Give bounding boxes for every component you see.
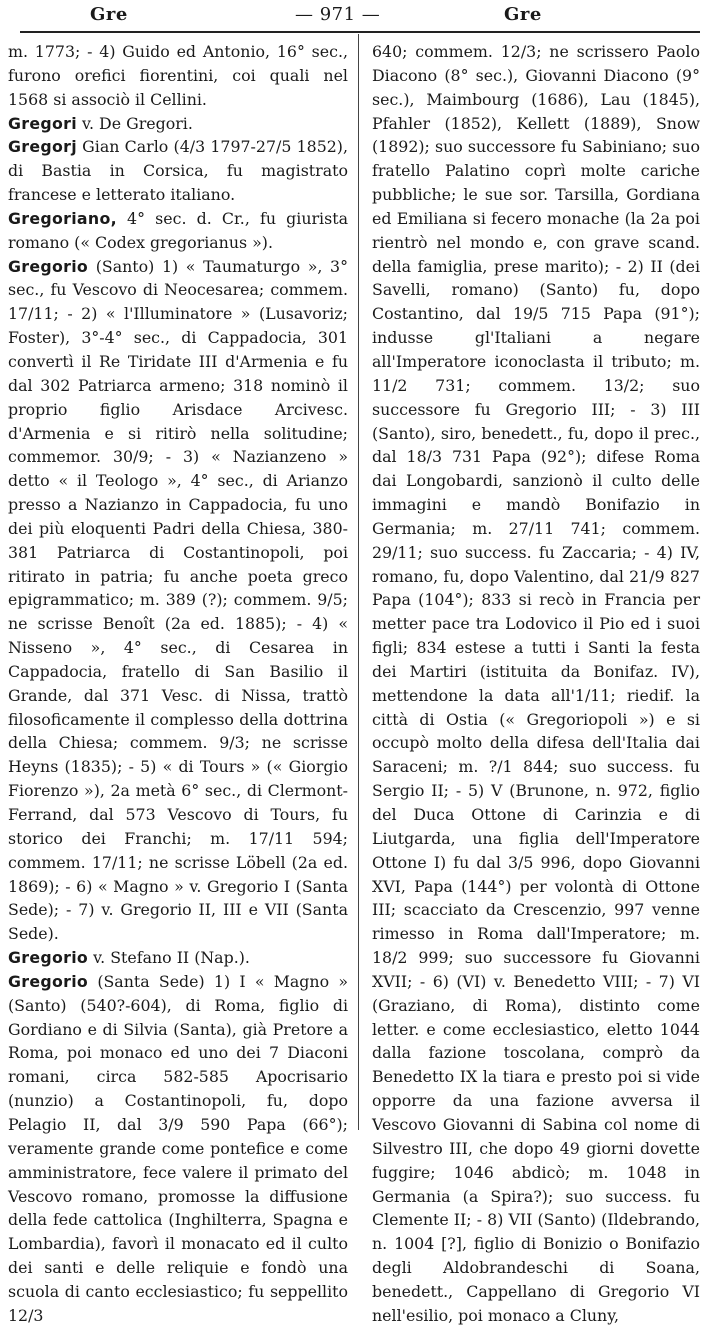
header-rule	[20, 31, 700, 33]
entry-text: 4° sec. d. Cr., fu giurista romano (« Codex gregorianus »).	[8, 208, 348, 252]
left-column	[8, 40, 348, 1325]
headword: Gregoriano,	[8, 208, 117, 228]
entry-gregorj	[8, 135, 348, 207]
entry-gregorio-nap	[8, 946, 348, 970]
entry-gregoriano	[8, 207, 348, 255]
entry-text: v. De Gregori.	[76, 113, 193, 133]
entry-text: (Santa Sede) 1) I « Magno » (Santo) (540?-604), di Roma, figlio di Gordiano e di Silvia (Santa), già Pretore a Roma, poi monaco ed uno dei 7 Diaconi romani, circa 582-585 Apocrisario (nunzio) a Costantinopoli, fu, dopo Pelagio II, dal 3/9 590 Papa (66°); veramente grande come pontefice e come amministratore, fece valere il primato del Vescovo romano, promosse la diffusione della fede cattolica (Inghilterra, Spagna e Lombardia), favorì il monacato ed il culto dei santi e delle reliquie e fondò una scuola di canto ecclesiastico; fu seppellito 12/3	[8, 971, 348, 1325]
entry-continuation: m. 1773; - 4) Guido ed Antonio, 16° sec., furono orefici fiorentini, coi quali nel 1568 si associò il Cellini.	[8, 42, 348, 109]
headword: Gregorio	[8, 971, 89, 991]
headword: Gregorio	[8, 256, 89, 276]
entry-continuation: 640; commem. 12/3; ne scrissero Paolo Diacono (8° sec.), Giovanni Diacono (9° sec.), Maimbourg (1686), Lau (1845), Pfahler (1852), Kellett (1889), Snow (1892); suo successore fu Sabiniano; suo fratello Palatino coprì molte cariche pubbliche; le sue sor. Tarsilla, Gordiana ed Emiliana si fecero monache (la 2a poi rientrò nel mondo e, con grave scand. della famiglia, prese marito); - 2) II (dei Savelli, romano) (Santo) fu, dopo Costantino, dal 19/5 715 Papa (91°); indusse gl'Italiani a negare all'Imperatore iconoclasta il tributo; m. 11/2 731; commem. 13/2; suo successore fu Gregorio III; - 3) III (Santo), siro, benedett., fu, dopo il prec., dal 18/3 731 Papa (92°); difese Roma dai Longobardi, sanzionò il culto delle immagini e mandò Bonifazio in Germania; m. 27/11 741; commem. 29/11; suo success. fu Zaccaria; - 4) IV, romano, fu, dopo Valentino, dal 21/9 827 Papa (104°); 833 si recò in Francia per metter pace tra Lodovico il Pio ed i suoi figli; 834 estese a tutti i Santi la festa dei Martiri (istituita da Bonifaz. IV), mettendone la data all'1/11; riedif. la città di Ostia (« Gregoriopoli ») e si occupò molto della difesa dell'Italia dai Saraceni; m. ?/1 844; suo success. fu Sergio II; - 5) V (Brunone, n. 972, figlio del Duca Ottone di Carinzia e di Liutgarda, una figlia dell'Imperatore Ottone I) fu dal 3/5 996, dopo Giovanni XVI, Papa (144°) per volontà di Ottone III; scacciato da Crescenzio, 997 venne rimesso in Roma dall'Imperatore; m. 18/2 999; suo successore fu Giovanni XVII; - 6) (VI) v. Benedetto VIII; - 7) VI (Graziano, di Roma), distinto come letter. e come ecclesiastico, eletto 1044 dalla fazione toscolana, comprò da Benedetto IX la tiara e presto poi si vide opporre da una fazione avversa il Vescovo Giovanni di Sabina col nome di Silvestro III, che dopo 49 giorni dovette fuggire; 1046 abdicò; m. 1048 in Germania (a Spira?); suo success. fu Clemente II; - 8) VII (Santo) (Ildebrando, n. 1004 [?], figlio di Bonizio o Bonifazio degli Aldobrandeschi di Soana, benedett., Cappellano di Gregorio VI nell'esilio, poi monaco a Cluny,	[372, 42, 700, 1325]
header-left-guide-word: Gre	[90, 4, 128, 25]
entry-text: (Santo) 1) « Taumaturgo », 3° sec., fu Vescovo di Neocesarea; commem. 17/11; - 2) « l'Illuminatore » (Lusavoriz; Foster), 3°-4° sec., di Cappadocia, 301 convertì il Re Tiridate III d'Armenia e fu dal 302 Patriarca armeno; 318 nominò il proprio figlio Arisdace Arcivesc. d'Armenia e si ritirò nella solitudine; commemor. 30/9; - 3) « Nazianzeno » detto « il Teologo », 4° sec., di Arianzo presso a Nazianzo in Cappadocia, fu uno dei più eloquenti Padri della Chiesa, 380-381 Patriarca di Costantinopoli, poi ritirato in patria; fu anche poeta greco epigrammatico; m. 389 (?); commem. 9/5; ne scrisse Benoît (2a ed. 1885); - 4) « Nisseno », 4° sec., di Cesarea in Cappadocia, fratello di San Basilio il Grande, dal 371 Vesc. di Nissa, trattò filosoficamente il complesso della dottrina della Chiesa; commem. 9/3; ne scrisse Heyns (1835); - 5) « di Tours » (« Giorgio Fiorenzo »), 2a metà 6° sec., di Clermont-Ferrand, dal 573 Vescovo di Tours, fu storico dei Franchi; m. 17/11 594; commem. 17/11; ne scrisse Löbell (2a ed. 1869); - 6) « Magno » v. Gregorio I (Santa Sede); - 7) v. Gregorio II, III e VII (Santa Sede).	[8, 256, 348, 944]
entry-gregori	[8, 112, 348, 136]
headword: Gregorio	[8, 948, 89, 968]
headword: Gregorj	[8, 137, 77, 157]
entry-text: Gian Carlo (4/3 1797-27/5 1852), di Bastia in Corsica, fu magistrato francese e letterato italiano.	[8, 137, 348, 205]
page-number: — 971 —	[295, 4, 381, 25]
entry-text: v. Stefano II (Nap.).	[88, 948, 250, 968]
header-right-guide-word: Gre	[504, 4, 542, 25]
right-column	[372, 40, 700, 1325]
running-header	[0, 2, 718, 28]
entry-gregorio-santo	[8, 255, 348, 946]
entry-gregorio-santa-sede	[8, 970, 348, 1328]
headword: Gregori	[8, 113, 77, 133]
column-divider	[358, 34, 359, 1130]
